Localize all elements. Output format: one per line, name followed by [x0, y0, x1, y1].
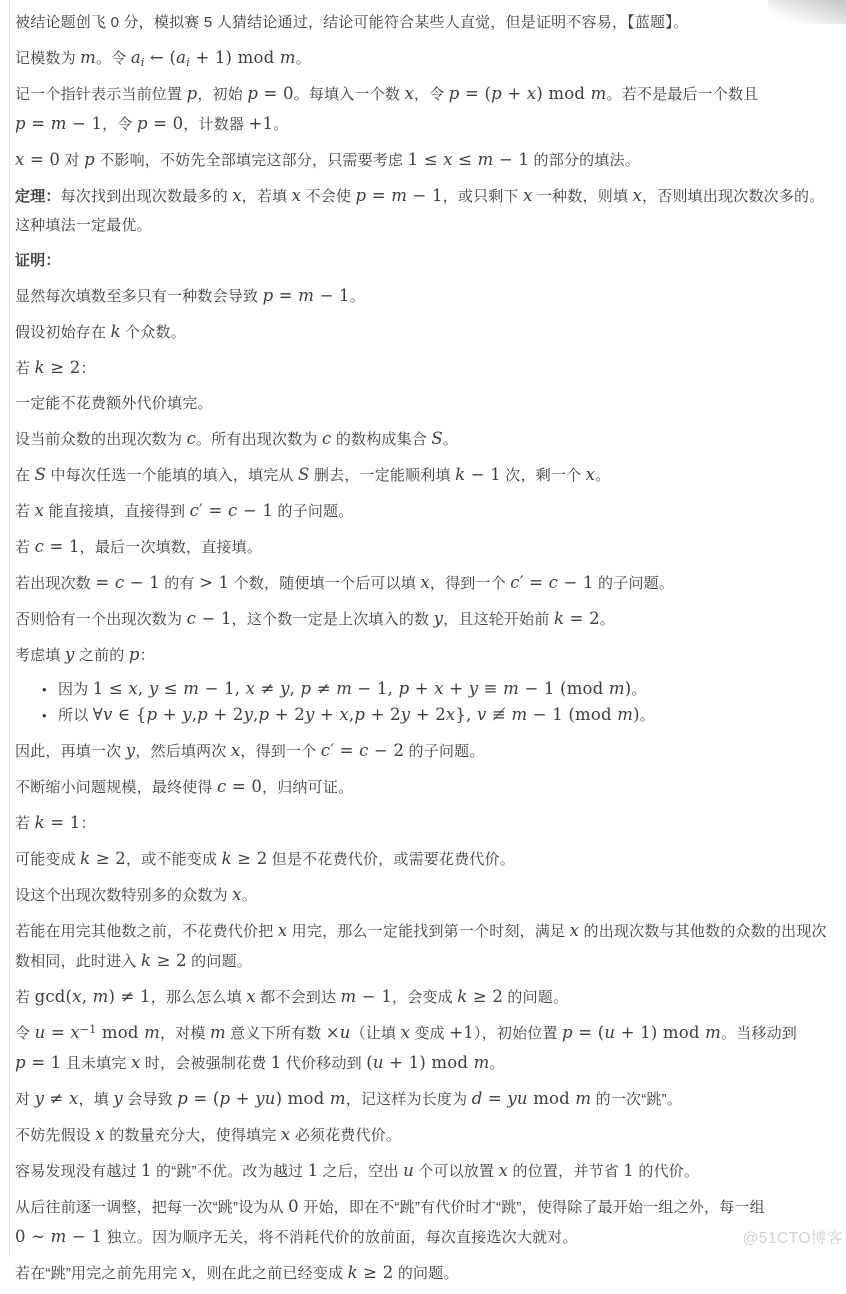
- math-expression: x: [569, 921, 580, 940]
- math-expression: x: [181, 1263, 192, 1282]
- math-expression: c: [186, 429, 197, 448]
- math-expression: p = m − 1: [15, 114, 103, 133]
- math-expression: $u = x^{-1}$ mod m: [34, 1023, 160, 1042]
- math-expression: p = (u + 1) mod m: [562, 1023, 721, 1042]
- text-run: 。: [442, 431, 459, 448]
- math-expression: k ≥ 2: [221, 849, 268, 868]
- text-run: 的“跳”不优。改为越过: [151, 1163, 308, 1180]
- text-run: 若: [15, 815, 35, 832]
- math-expression: +1: [449, 1023, 474, 1042]
- paragraph: [15, 640, 833, 670]
- math-expression: 1: [140, 1161, 152, 1180]
- text-run: 。: [241, 887, 257, 904]
- text-run: 若在“跳”用完之前先用完: [15, 1265, 182, 1282]
- text-run: 。: [631, 681, 647, 698]
- text-run: 假设初始存在: [15, 324, 111, 341]
- text-run: ：: [80, 815, 96, 832]
- math-expression: u: [403, 1161, 414, 1180]
- text-run: ，然后填两次: [135, 743, 231, 760]
- math-expression: y: [113, 1089, 123, 1108]
- text-run: ，若填: [241, 188, 292, 205]
- math-expression: 1: [270, 1053, 282, 1072]
- math-expression: ×u: [325, 1023, 351, 1042]
- text-run: 一定能不花费额外代价填完。: [15, 395, 213, 412]
- text-run: 个可以放置: [413, 1163, 499, 1180]
- math-expression: x: [585, 465, 596, 484]
- math-expression: x: [277, 921, 288, 940]
- text-run: 必须花费代价。: [290, 1127, 402, 1144]
- paragraph: [15, 736, 833, 766]
- text-run: 变成: [410, 1025, 450, 1042]
- text-run: ，或只剩下: [442, 188, 524, 205]
- text-run: 。令: [96, 50, 131, 67]
- math-expression: k ≥ 2: [347, 1263, 394, 1282]
- math-expression: x: [523, 186, 533, 205]
- text-run: 的问题。: [393, 1265, 459, 1282]
- math-expression: x: [95, 1125, 105, 1144]
- text-run: 。所有出现次数为: [196, 431, 322, 448]
- text-run: 显然每次填数至多只有一种数会导致: [15, 288, 263, 305]
- text-run: 若: [15, 360, 35, 377]
- math-expression: x: [230, 741, 241, 760]
- text-run: ，令: [102, 116, 137, 133]
- math-expression: m − 1: [340, 987, 393, 1006]
- math-expression: x: [420, 573, 430, 592]
- text-run: 删去，一定能顺利填: [309, 467, 456, 484]
- bold-label: 定理：: [15, 188, 61, 205]
- math-expression: c′ = c − 1: [189, 501, 274, 520]
- text-run: 若: [15, 503, 35, 520]
- text-run: ，填: [78, 1091, 114, 1108]
- text-run: ，那么怎么填: [150, 989, 247, 1006]
- text-run: 。: [639, 707, 655, 724]
- math-expression: p = m − 1: [262, 286, 350, 305]
- math-expression: c − 1: [186, 609, 232, 628]
- text-run: 。每填入一个数: [293, 86, 405, 103]
- text-run: 若: [15, 539, 35, 556]
- text-run: 个众数。: [120, 324, 186, 341]
- math-expression: p = m − 1: [355, 186, 443, 205]
- paragraph: [15, 1018, 833, 1078]
- math-expression: x: [232, 885, 242, 904]
- text-run: ：: [80, 360, 96, 377]
- math-expression: k ≥ 2: [34, 358, 81, 377]
- math-expression: 1: [623, 1161, 634, 1180]
- text-run: 。: [595, 467, 611, 484]
- text-run: ，令: [414, 86, 449, 103]
- math-expression: 0: [288, 1197, 299, 1216]
- text-run: 的数构成集合: [331, 431, 432, 448]
- paragraph: [15, 79, 833, 139]
- text-run: ，对模: [159, 1025, 210, 1042]
- math-expression: gcd(x, m) ≠ 1: [34, 987, 151, 1006]
- math-expression: (u + 1) mod m: [366, 1053, 490, 1072]
- text-run: 若出现次数: [15, 575, 96, 592]
- math-expression: p: [84, 150, 95, 169]
- math-expression: y: [433, 609, 444, 628]
- text-run: 的出现次数与其他数的众数的出现次数相同，此时进入: [15, 923, 827, 970]
- math-expression: x: [498, 1161, 509, 1180]
- math-expression: y ≠ x: [34, 1089, 79, 1108]
- math-expression: c′ = c − 2: [320, 741, 405, 760]
- text-run: 能直接填，直接得到: [44, 503, 190, 520]
- math-expression: k ≥ 2: [80, 849, 126, 868]
- paragraph: [15, 532, 833, 562]
- text-run: 。: [273, 116, 289, 133]
- text-run: 次，剩一个: [500, 467, 586, 484]
- paragraph: [15, 1156, 833, 1186]
- text-run: 个数，随便填一个后可以填: [229, 575, 421, 592]
- math-expression: k ≥ 2: [140, 951, 187, 970]
- math-expression: +1: [248, 114, 274, 133]
- paragraph: [15, 1084, 833, 1114]
- text-run: 令: [15, 1025, 35, 1042]
- text-run: ，计数器: [183, 116, 249, 133]
- paragraph: [15, 389, 833, 418]
- text-run: 的一次“跳”。: [591, 1091, 683, 1108]
- text-run: 不影响，不妨先全部填完这部分，只需要考虑: [94, 152, 408, 169]
- text-run: 因此，再填一次: [15, 743, 126, 760]
- paragraph: [15, 460, 833, 490]
- text-run: 记一个指针表示当前位置: [15, 86, 187, 103]
- math-expression: x: [291, 186, 302, 205]
- paragraph: [15, 496, 833, 526]
- paragraph: [15, 772, 833, 802]
- paragraph: [15, 568, 833, 598]
- math-expression: y: [64, 645, 75, 664]
- text-run: 设这个出现次数特别多的众数为: [15, 887, 233, 904]
- math-expression: x: [632, 186, 643, 205]
- text-run: 的子问题。: [593, 575, 675, 592]
- text-run: 所以: [58, 707, 93, 724]
- math-expression: = c − 1: [95, 573, 160, 592]
- paragraph: [15, 1120, 833, 1150]
- math-expression: x: [34, 501, 45, 520]
- text-run: 一种数，则填: [532, 188, 633, 205]
- text-run: 时，会被强制花费: [140, 1055, 271, 1072]
- math-expression: x: [280, 1125, 291, 1144]
- paragraph: [15, 916, 833, 976]
- paragraph: [15, 317, 833, 347]
- math-expression: x: [232, 186, 242, 205]
- text-run: 的部分的填法。: [529, 152, 640, 169]
- paragraph: [15, 353, 833, 383]
- text-run: 对: [15, 1091, 35, 1108]
- text-run: ，则在此之前已经变成: [191, 1265, 348, 1282]
- text-run: 且未填完: [61, 1055, 131, 1072]
- article-content: [15, 8, 833, 1294]
- text-run: 不断缩小问题规模，最终使得: [15, 779, 217, 796]
- text-run: 。: [349, 288, 365, 305]
- math-expression: 1 ≤ x, y ≤ m − 1, x ≠ y, p ≠ m − 1, p + x + y ≡ m − 1 (mod m): [92, 679, 632, 698]
- text-run: 容易发现没有越过: [15, 1163, 141, 1180]
- text-run: 可能变成: [15, 851, 81, 868]
- math-expression: p = (p + x) mod m: [448, 84, 607, 103]
- text-run: ，最后一次填数，直接填。: [79, 539, 263, 556]
- math-expression: ∀v ∈ {p + y,p + 2y,p + 2y + x,p + 2y + 2x}, v ≢ m − 1 (mod m): [92, 705, 640, 724]
- math-expression: > 1: [199, 573, 230, 592]
- math-expression: p: [128, 645, 140, 664]
- text-run: ），初始位置: [473, 1025, 563, 1042]
- paragraph: [15, 604, 833, 634]
- text-run: 不会使: [301, 188, 356, 205]
- paragraph: [15, 281, 833, 311]
- text-run: 因为: [58, 681, 93, 698]
- math-expression: p = (p + yu) mod m: [177, 1089, 346, 1108]
- watermark-51cto: @51CTO博客: [742, 1230, 843, 1247]
- math-expression: 1 ≤ x ≤ m − 1: [407, 150, 530, 169]
- text-run: 意义下所有数: [225, 1025, 326, 1042]
- content-left-rule: [9, 0, 10, 1257]
- paragraph: [15, 181, 833, 240]
- paragraph: [15, 1258, 833, 1288]
- text-run: 的子问题。: [273, 503, 354, 520]
- math-expression: x = 0: [15, 150, 61, 169]
- text-run: 从后往前逐一调整，把每一次“跳”设为从: [15, 1199, 289, 1216]
- text-run: ，且这轮开始前: [443, 611, 554, 628]
- math-expression: k = 1: [34, 813, 81, 832]
- math-expression: c′ = c − 1: [510, 573, 594, 592]
- text-run: 的数量充分大，使得填完: [104, 1127, 281, 1144]
- text-run: 但是不花费代价，或需要花费代价。: [267, 851, 515, 868]
- math-expression: d = yu mod m: [471, 1089, 592, 1108]
- math-expression: x: [246, 987, 256, 1006]
- paragraph: [15, 808, 833, 838]
- math-expression: c = 1: [34, 537, 80, 556]
- math-expression: m: [209, 1023, 226, 1042]
- math-expression: k = 2: [553, 609, 600, 628]
- text-run: ，归纳可证。: [262, 779, 354, 796]
- math-expression: k − 1: [455, 465, 501, 484]
- bullet-item: [42, 702, 833, 728]
- math-expression: k ≥ 2: [457, 987, 504, 1006]
- text-run: 。: [489, 1055, 505, 1072]
- math-expression: m: [80, 48, 97, 67]
- text-run: 之前的: [74, 647, 129, 664]
- math-expression: k: [110, 322, 121, 341]
- paragraph: [15, 145, 833, 175]
- text-run: ，否则填出现次数次多的。这种填法一定最优。: [15, 188, 825, 234]
- text-run: 之后，空出: [318, 1163, 404, 1180]
- text-run: ，或不能变成: [126, 851, 222, 868]
- text-run: 。当移动到: [720, 1025, 797, 1042]
- math-expression: c: [322, 429, 332, 448]
- text-run: 在: [15, 467, 35, 484]
- math-expression: c = 0: [216, 777, 263, 796]
- paragraph: [15, 43, 833, 73]
- math-expression: 1: [307, 1161, 319, 1180]
- text-run: ，初始: [197, 86, 248, 103]
- text-run: 中每次任选一个能填的填入，填完从: [46, 467, 299, 484]
- text-run: 若: [15, 989, 35, 1006]
- text-run: 被结论题创飞 0 分，模拟赛 5 人猜结论通过，结论可能符合某些人直觉，但是证明不容易，【蓝题】。: [15, 14, 689, 31]
- math-expression: 0 ∼ m − 1: [15, 1227, 103, 1246]
- math-expression: x: [130, 1053, 141, 1072]
- math-expression: S: [34, 465, 47, 484]
- text-run: 用完，那么一定能找到第一个时刻，满足: [287, 923, 570, 940]
- text-run: 对: [60, 152, 85, 169]
- paragraph: [15, 844, 833, 874]
- bold-label: 证明：: [15, 252, 61, 269]
- math-expression: p = 0: [136, 114, 184, 133]
- text-run: 都不会到达: [255, 989, 341, 1006]
- text-run: ，得到一个: [240, 743, 321, 760]
- text-run: 设当前众数的出现次数为: [15, 431, 187, 448]
- math-expression: y: [125, 741, 136, 760]
- math-expression: x: [400, 1023, 411, 1042]
- math-expression: p = 0: [247, 84, 294, 103]
- paragraph: [15, 424, 833, 454]
- paragraph: [15, 8, 833, 37]
- bullet-item: [42, 676, 833, 702]
- math-expression: p: [186, 84, 198, 103]
- math-expression: p = 1: [15, 1053, 62, 1072]
- text-run: 代价移动到: [281, 1055, 367, 1072]
- text-run: 会导致: [122, 1091, 178, 1108]
- text-run: 开始，即在不“跳”有代价时才“跳”，使得除了最开始一组之外，每一组: [298, 1199, 765, 1216]
- math-expression: S: [298, 465, 310, 484]
- paragraph: [15, 1192, 833, 1252]
- paragraph: [15, 880, 833, 910]
- text-run: ，记这样为长度为: [345, 1091, 472, 1108]
- text-run: 的问题。: [186, 953, 252, 970]
- text-run: 。: [599, 611, 615, 628]
- bullet-list: [15, 676, 833, 728]
- paragraph: [15, 982, 833, 1012]
- text-run: 。若不是最后一个数且: [606, 86, 759, 103]
- math-expression: $a_i$ ← $(a_i + 1)$ mod m: [130, 48, 296, 69]
- text-run: 的问题。: [503, 989, 569, 1006]
- text-run: 的位置，并节省: [508, 1163, 624, 1180]
- text-run: 的有: [159, 575, 200, 592]
- text-run: 独立。因为顺序无关，将不消耗代价的放前面，每次直接选次大就对。: [102, 1229, 578, 1246]
- math-expression: x: [404, 84, 414, 103]
- text-run: 每次找到出现次数最多的: [60, 188, 233, 205]
- text-run: ：: [139, 647, 155, 664]
- text-run: （让填: [350, 1025, 401, 1042]
- math-expression: S: [431, 429, 443, 448]
- text-run: ，得到一个: [429, 575, 511, 592]
- text-run: ，这个数一定是上次填入的数: [231, 611, 434, 628]
- text-run: 若能在用完其他数之前，不花费代价把: [15, 923, 278, 940]
- text-run: 否则恰有一个出现次数为: [15, 611, 187, 628]
- text-run: ，会变成: [392, 989, 458, 1006]
- text-run: 记模数为: [15, 50, 81, 67]
- text-run: 不妨先假设: [15, 1127, 96, 1144]
- text-run: 。: [295, 50, 311, 67]
- text-run: 的子问题。: [404, 743, 485, 760]
- text-run: 考虑填: [15, 647, 65, 664]
- paragraph: [15, 246, 833, 275]
- text-run: 的代价。: [634, 1163, 700, 1180]
